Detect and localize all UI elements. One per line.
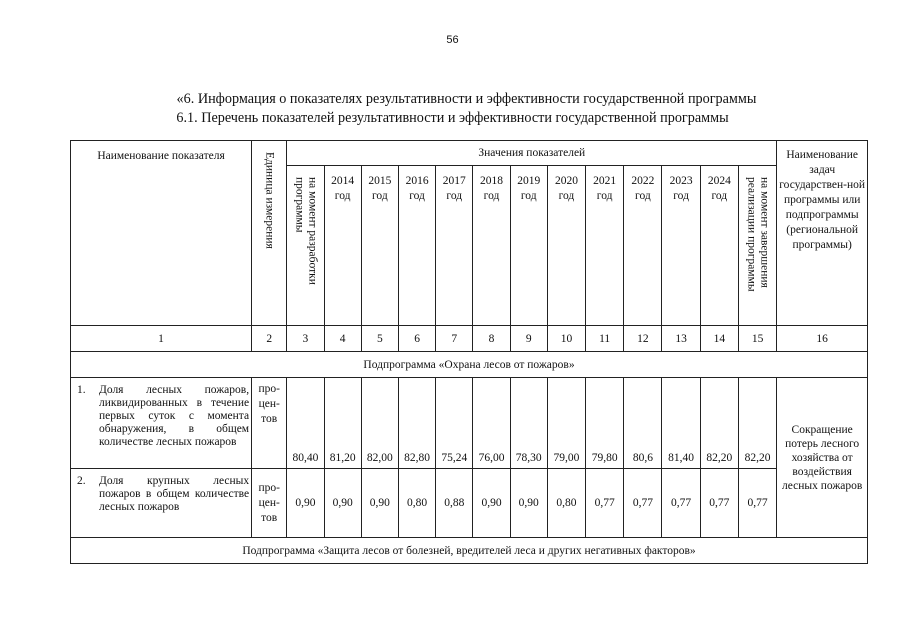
column-number: 15 — [738, 326, 776, 352]
value-cell: 0,80 — [547, 469, 585, 538]
header-year: 2016 год — [398, 166, 435, 326]
subsection-title: 6.1. Перечень показателей результативности и эффективности государственной программы — [176, 110, 729, 126]
value-cell: 79,00 — [547, 378, 585, 469]
header-year: 2023 год — [662, 166, 700, 326]
column-numbers-row — [71, 326, 868, 352]
subprogram-disease-protection: Подпрограмма «Защита лесов от болезней, вредителей леса и других негативных факторов» — [71, 538, 868, 564]
value-cell: 0,90 — [324, 469, 361, 538]
header-unit — [252, 141, 287, 326]
header-indicator-name: Наименование показателя — [71, 141, 252, 326]
indicators-table — [70, 140, 868, 564]
indicator-number: 2. — [77, 475, 86, 487]
table-row — [71, 378, 868, 469]
value-cell: 81,40 — [662, 378, 700, 469]
value-cell: 0,90 — [473, 469, 510, 538]
value-cell: 76,00 — [473, 378, 510, 469]
header-year: 2015 год — [361, 166, 398, 326]
header-year: 2014 год — [324, 166, 361, 326]
indicator-name: Доля лесных пожаров, ликвидированных в течение первых суток с момента обнаружения, в общем количестве лесных пожаров — [99, 384, 250, 448]
indicator-name-cell — [71, 378, 252, 469]
header-year: 2017 год — [436, 166, 473, 326]
column-number: 1 — [71, 326, 252, 352]
unit-cell: про-цен-тов — [252, 378, 287, 469]
table-row — [71, 469, 868, 538]
value-cell: 82,20 — [738, 378, 776, 469]
column-number: 5 — [361, 326, 398, 352]
value-cell: 78,30 — [510, 378, 547, 469]
column-number: 14 — [700, 326, 738, 352]
header-year: 2019 год — [510, 166, 547, 326]
header-year: 2022 год — [624, 166, 662, 326]
column-number: 2 — [252, 326, 287, 352]
column-number: 8 — [473, 326, 510, 352]
value-cell: 0,77 — [624, 469, 662, 538]
task-cell: Сокращение потерь лесного хозяйства от воздействия лесных пожаров — [777, 378, 868, 538]
header-year: 2024 год — [700, 166, 738, 326]
column-number: 13 — [662, 326, 700, 352]
header-at-development — [287, 166, 324, 326]
value-cell: 0,77 — [586, 469, 624, 538]
column-number: 16 — [777, 326, 868, 352]
value-cell: 80,40 — [287, 378, 324, 469]
indicator-name-cell — [71, 469, 252, 538]
value-cell: 0,90 — [361, 469, 398, 538]
indicator-number: 1. — [77, 384, 86, 396]
header-year: 2018 год — [473, 166, 510, 326]
value-cell: 81,20 — [324, 378, 361, 469]
value-cell: 0,80 — [398, 469, 435, 538]
value-cell: 0,90 — [510, 469, 547, 538]
value-cell: 0,90 — [287, 469, 324, 538]
subprogram-fire-protection: Подпрограмма «Охрана лесов от пожаров» — [71, 352, 868, 378]
unit-cell: про-цен-тов — [252, 469, 287, 538]
page-number: 56 — [446, 34, 459, 46]
value-cell: 82,20 — [700, 378, 738, 469]
value-cell: 82,00 — [361, 378, 398, 469]
value-cell: 0,77 — [662, 469, 700, 538]
header-year: 2020 год — [547, 166, 585, 326]
header-at-development-text: на момент разработки программы — [293, 177, 319, 285]
value-cell: 75,24 — [436, 378, 473, 469]
header-at-completion — [738, 166, 776, 326]
column-number: 3 — [287, 326, 324, 352]
column-number: 11 — [586, 326, 624, 352]
value-cell: 80,6 — [624, 378, 662, 469]
column-number: 7 — [436, 326, 473, 352]
value-cell: 0,77 — [700, 469, 738, 538]
value-cell: 0,88 — [436, 469, 473, 538]
column-number: 12 — [624, 326, 662, 352]
value-cell: 79,80 — [586, 378, 624, 469]
value-cell: 0,77 — [738, 469, 776, 538]
indicator-name: Доля крупных лесных пожаров в общем количестве лесных пожаров — [99, 475, 250, 513]
header-year: 2021 год — [586, 166, 624, 326]
header-values: Значения показателей — [287, 141, 777, 166]
column-number: 6 — [398, 326, 435, 352]
column-number: 10 — [547, 326, 585, 352]
column-number: 4 — [324, 326, 361, 352]
header-at-completion-text: на момент завершения реализации программы — [745, 177, 771, 292]
column-number: 9 — [510, 326, 547, 352]
header-task: Наименование задач государствен-ной программы или подпрограммы (региональной программы) — [777, 141, 868, 326]
header-unit-text: Единица измерения — [263, 152, 276, 249]
value-cell: 82,80 — [398, 378, 435, 469]
section-title: «6. Информация о показателях результативности и эффективности государственной программы — [176, 91, 757, 107]
